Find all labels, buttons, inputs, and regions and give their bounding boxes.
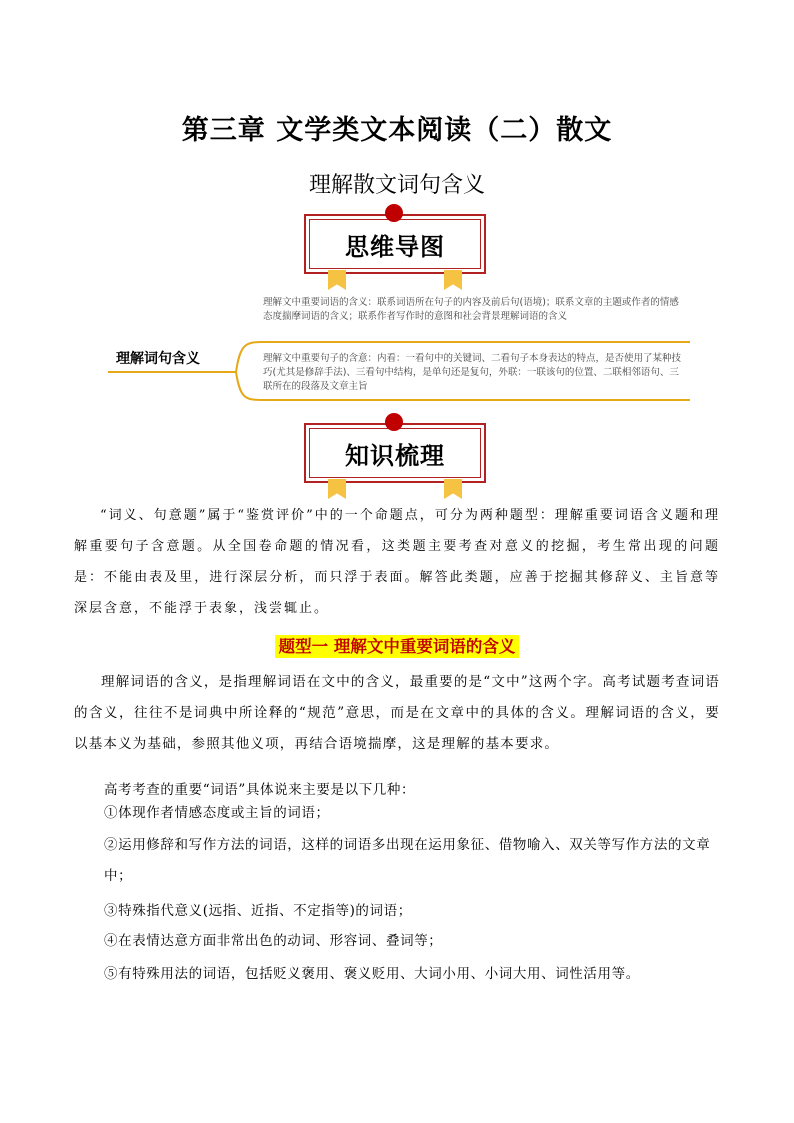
mind-map-label: 思维导图	[345, 232, 445, 261]
types-intro: 高考考查的重要“词语”具体说来主要是以下几种：	[104, 782, 416, 798]
list-item: ①体现作者情感态度或主旨的词语；	[104, 805, 330, 821]
knowledge-banner	[304, 423, 486, 483]
pin-icon	[385, 413, 403, 431]
page-subtitle: 理解散文词句含义	[308, 173, 485, 198]
knowledge-label: 知识梳理	[345, 441, 445, 470]
mind-map-root: 理解词句含义	[116, 351, 200, 367]
list-item: ⑤有特殊用法的词语，包括贬义褒用、褒义贬用、大词小用、小词大用、词性活用等。	[104, 966, 640, 982]
list-item: ②运用修辞和写作方法的词语，这样的词语多出现在运用象征、借物喻入、双关等写作方法的文章中；	[104, 837, 711, 884]
chapter-title: 第三章 文学类文本阅读（二）散文	[181, 115, 613, 146]
banner-inner	[309, 428, 481, 478]
section-heading-text: 题型一 理解文中重要词语的含义	[275, 635, 520, 658]
mind-map-branch: 理解文中重要句子的含意：内看：一看句中的关键词、二看句子本身表达的特点，是否使用了某种技巧(尤其是修辞手法)、三看句中结构，是单句还是复句，外联：一联该句的位置、二联相邻语句、三联所在的段落及文章主旨	[263, 353, 682, 392]
list-item: ③特殊指代意义(远指、近指、不定指等)的词语；	[104, 903, 412, 919]
list-item: ④在表情达意方面非常出色的动词、形容词、叠词等；	[104, 933, 443, 949]
section-heading	[0, 633, 794, 657]
mind-map-branch: 理解文中重要词语的含义：联系词语所在句子的内容及前后句(语境)；联系文章的主题或作者的情感态度揣摩词语的含义；联系作者写作时的意图和社会背景理解词语的含义	[263, 297, 679, 322]
intro-paragraph: “词义、句意题”属于“鉴赏评价”中的一个命题点，可分为两种题型：理解重要词语含义题和理解重要句子含意题。从全国卷命题的情况看，这类题主要考查对意义的挖掘，考生常出现的问题是：不能由表及里，进行深层分析，而只浮于表面。解答此类题，应善于挖掘其修辞义、主旨意等深层含意，不能浮于表象，浅尝辄止。	[74, 508, 720, 616]
body-paragraph: 理解词语的含义，是指理解词语在文中的含义，最重要的是“文中”这两个字。高考试题考查词语的含义，往往不是词典中所诠释的“规范”意思，而是在文章中的具体的含义。理解词语的含义，要以基本义为基础，参照其他义项，再结合语境揣摩，这是理解的基本要求。	[74, 674, 720, 752]
